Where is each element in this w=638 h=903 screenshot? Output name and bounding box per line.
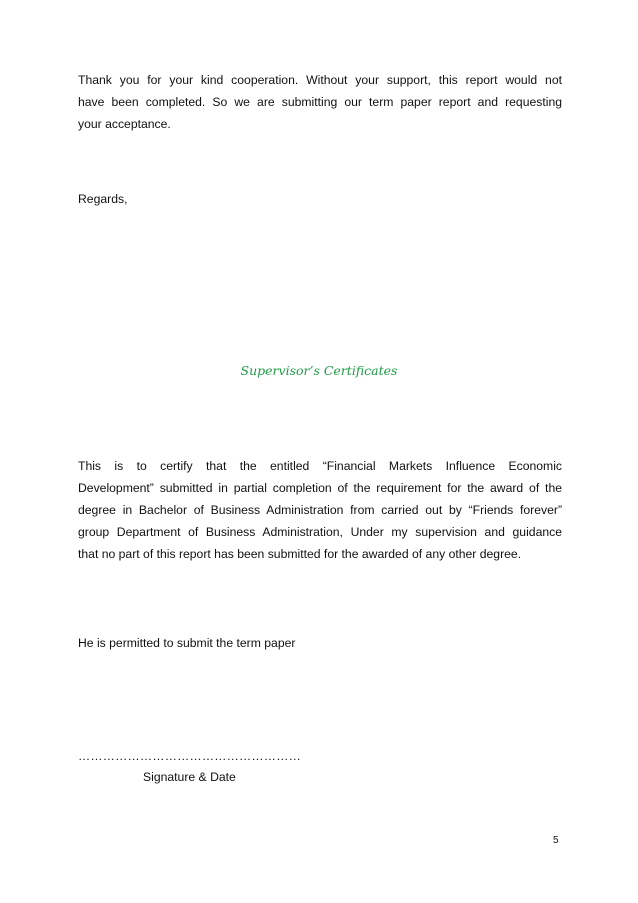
certificate-line: Development” submitted in partial completion of the requirement for the award of the [78,481,562,495]
signature-label: Signature & Date [143,770,236,784]
intro-line: Thank you for your kind cooperation. Without your support, this report would not [78,73,562,87]
intro-line: have been completed. So we are submitting our term paper report and requesting [78,95,562,109]
certificate-line: that no part of this report has been submitted for the awarded of any other degree. [78,547,522,561]
intro-line: your acceptance. [78,117,171,131]
signature-line: ……………………………………………… [78,749,301,763]
certificate-line: This is to certify that the entitled “Financial Markets Influence Economic [78,459,562,473]
intro-paragraph [78,69,562,135]
certificate-title: Supervisor’s Certificates [240,363,398,378]
certificate-line: degree in Bachelor of Business Administration from carried out by “Friends forever” [78,503,562,517]
permission-text: He is permitted to submit the term paper [78,636,296,650]
page-number: 5 [553,835,559,846]
regards-text: Regards, [78,192,128,206]
certificate-line: group Department of Business Administration, Under my supervision and guidance [78,525,562,539]
certificate-paragraph [78,455,562,565]
